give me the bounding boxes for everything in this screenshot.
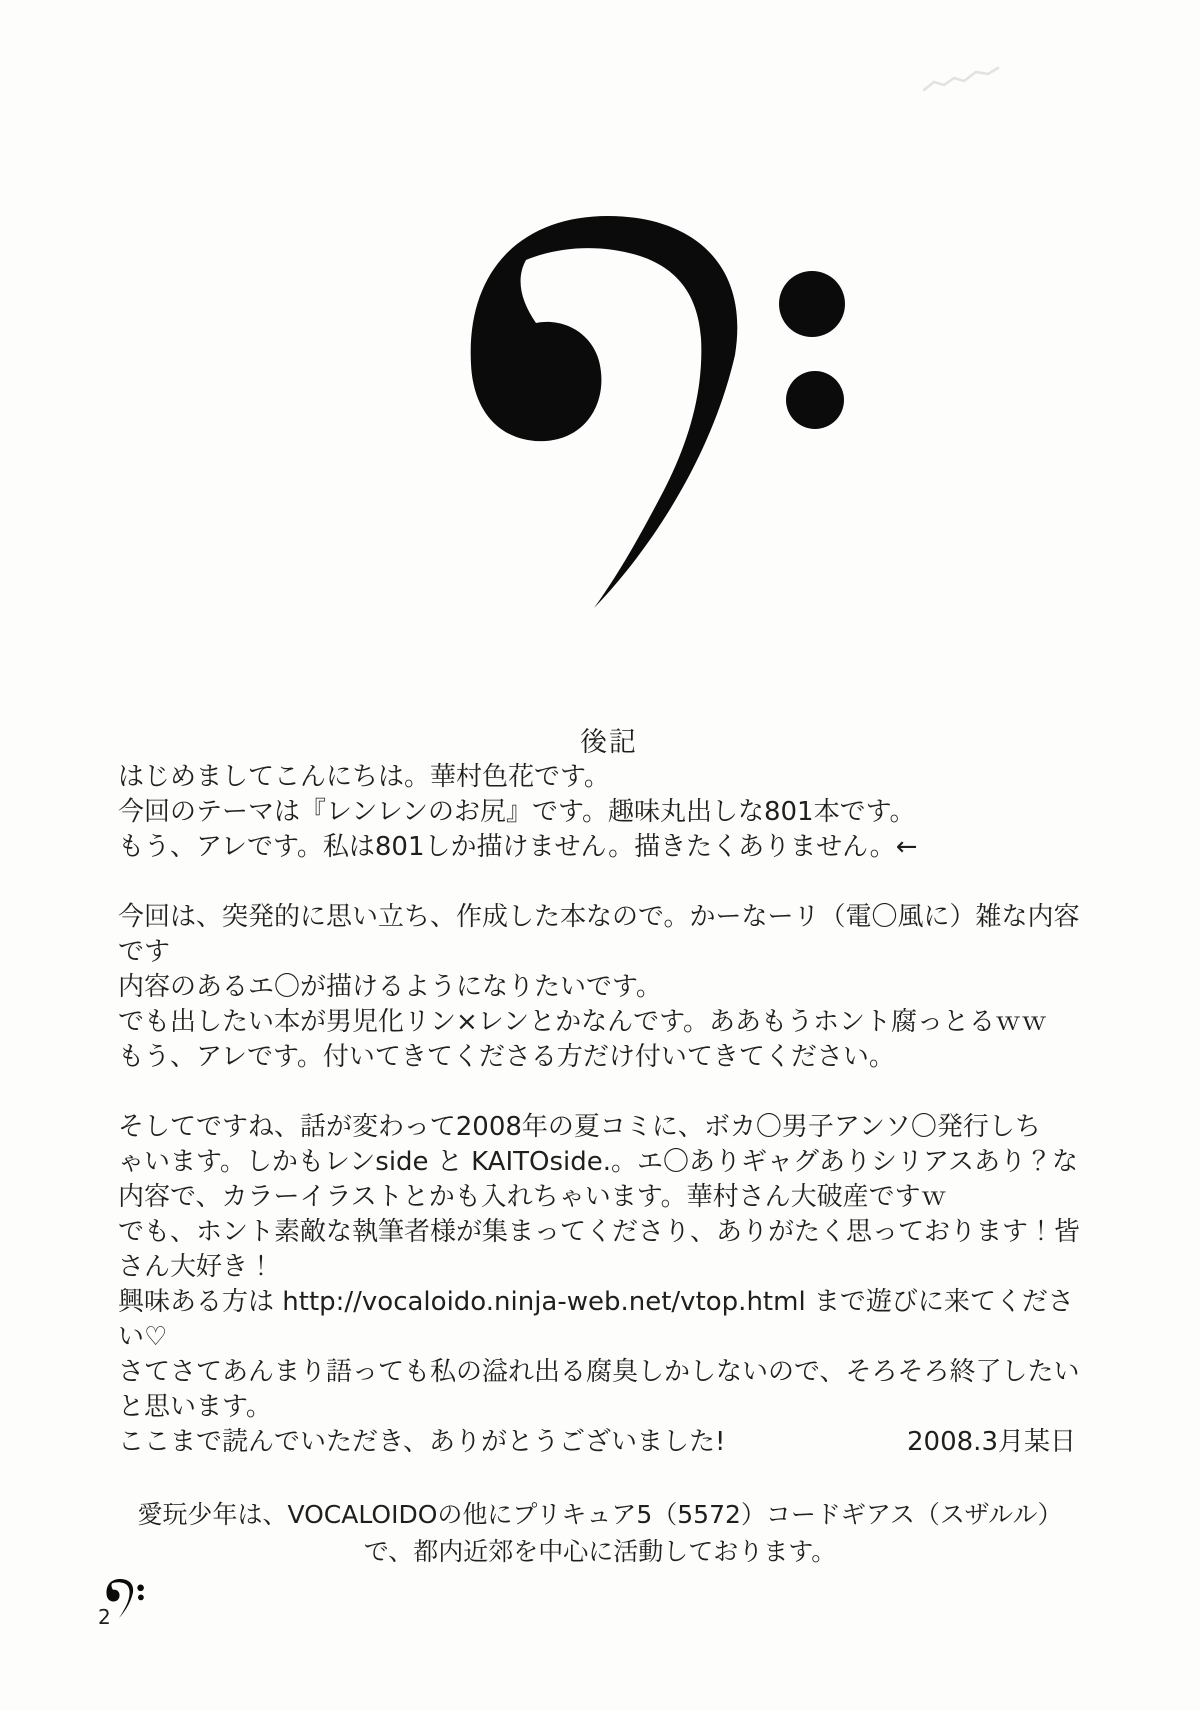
text-line: そしてですね、話が変わって2008年の夏コミに、ボカ〇男子アンソ〇発行しち: [118, 1112, 1041, 1142]
text-line: い♡: [118, 1322, 168, 1352]
afterword-title: 後記: [580, 727, 638, 758]
text-line: はじめましてこんにちは。華村色花です。: [118, 762, 610, 792]
text-line: です: [118, 937, 171, 967]
footer-line-1: 愛玩少年は、VOCALOIDOの他にプリキュア5（5572）コードギアス（スザルル）: [137, 1500, 1063, 1529]
text-line: と思います。: [118, 1392, 272, 1422]
text-line: [118, 1075, 1098, 1110]
bass-clef-small-icon: [106, 1579, 143, 1618]
text-line: ゃいます。しかもレンside と KAITOside.。エ〇ありギャグありシリアスあり？な: [118, 1147, 1078, 1177]
page-number-mark: [96, 1574, 160, 1638]
text-line: でも出したい本が男児化リン×レンとかなんです。ああもうホント腐っとるｗｗ: [118, 1007, 1048, 1037]
text-line: 今回のテーマは『レンレンのお尻』です。趣味丸出しな801本です。: [118, 797, 916, 827]
text-line: 内容で、カラーイラストとかも入れちゃいます。華村さん大破産ですｗ: [118, 1182, 947, 1212]
crease-mark: [918, 60, 1008, 100]
text-line: さん大好き！: [118, 1252, 275, 1282]
page-number-digit: 2: [98, 1605, 111, 1629]
publication-date: 2008.3月某日: [907, 1427, 1076, 1457]
footer-line-2: で、都内近郊を中心に活動しております。: [363, 1537, 837, 1566]
text-line: 内容のあるエ〇が描けるようになりたいです。: [118, 972, 662, 1002]
text-line: でも、ホント素敵な執筆者様が集まってくださり、ありがたく思っております！皆: [118, 1217, 1081, 1247]
text-line: 興味ある方は http://vocaloido.ninja-web.net/vtop.html まで遊びに来てくださ: [118, 1287, 1074, 1317]
footer-note: [0, 1496, 1200, 1570]
bass-clef-icon: [440, 195, 870, 625]
afterword-lines: [118, 760, 1098, 1425]
text-line: 今回は、突発的に思い立ち、作成した本なので。かーなーリ（電〇風に）雑な内容: [118, 902, 1080, 932]
text-line: さてさてあんまり語っても私の溢れ出る腐臭しかしないので、そろそろ終了したい: [118, 1357, 1080, 1387]
text-line: もう、アレです。付いてきてくださる方だけ付いてきてください。: [118, 1042, 895, 1072]
closing-text: ここまで読んでいただき、ありがとうございました!: [118, 1427, 726, 1457]
closing-line: [118, 1425, 1098, 1460]
afterword-body: [118, 760, 1098, 1460]
text-line: もう、アレです。私は801しか描けません。描きたくありません。←: [118, 832, 918, 862]
text-line: [118, 865, 1098, 900]
